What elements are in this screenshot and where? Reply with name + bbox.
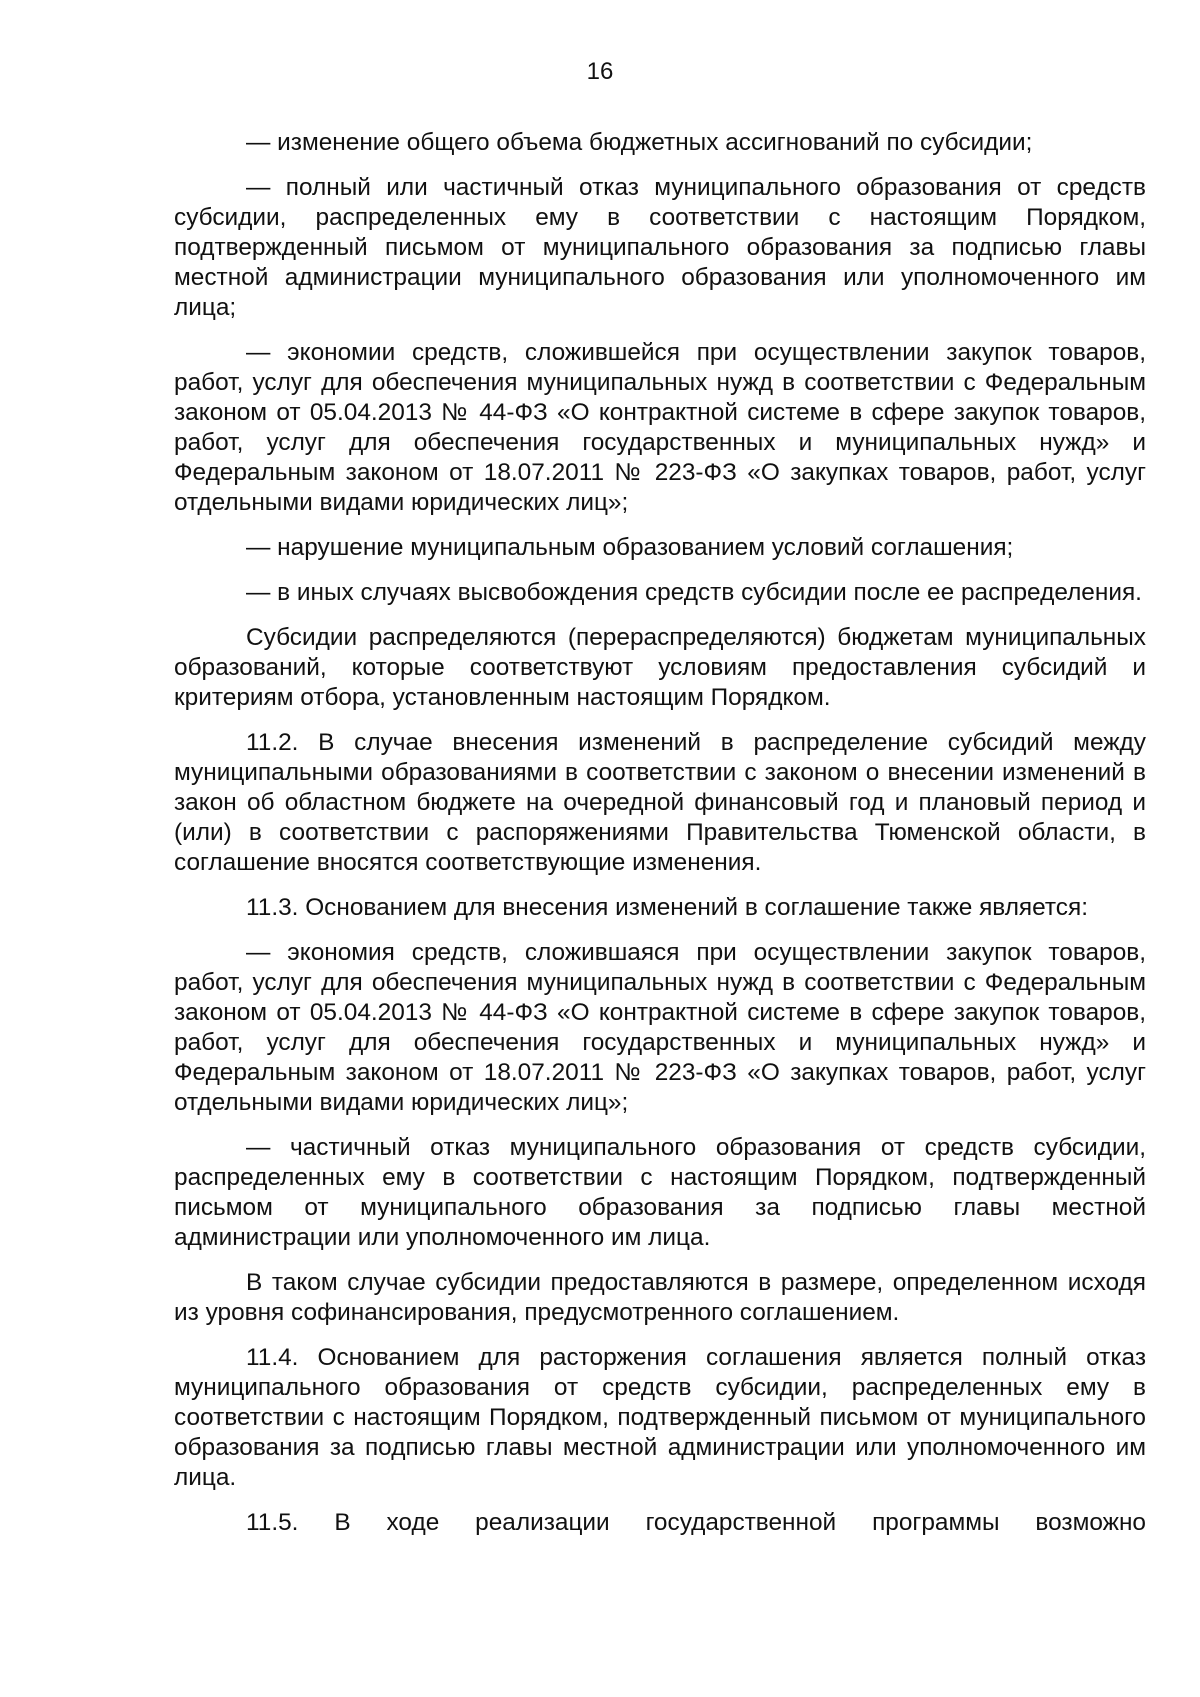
paragraph-cofinancing: В таком случае субсидии предоставляются в размере, определенном исходя из уровня софинансирования, предусмотренного соглашением. [174,1269,1146,1326]
paragraph-savings: — экономии средств, сложившейся при осуществлении закупок товаров, работ, услуг для обеспечения муниципальных нужд в соответствии с Федеральным законом от 05.04.2013 № 44-ФЗ «О контрактной системе в сфере закупок товаров, работ, услуг для обеспечения государственных и муниципальных нужд» и Федеральным законом от 18.07.2011 № 223-ФЗ «О закупках товаров, работ, услуг отдельными видами юридических лиц»; [174,339,1146,516]
page-number: 16 [586,58,614,85]
paragraph-11-2: 11.2. В случае внесения изменений в распределение субсидий между муниципальными образованиями в соответствии с законом о внесении изменений в закон об областном бюджете на очередной финансовый год и плановый период и (или) в соответствии с распоряжениями Правительства Тюменской области, в соглашение вносятся соответствующие изменения. [174,729,1146,876]
paragraph-11-4: 11.4. Основанием для расторжения соглашения является полный отказ муниципального образования от средств субсидии, распределенных ему в соответствии с настоящим Порядком, подтвержденный письмом от муниципального образования за подписью главы местной администрации или уполномоченного им лица. [174,1344,1146,1491]
paragraph-distribution: Субсидии распределяются (перераспределяются) бюджетам муниципальных образований, которые соответствуют условиям предоставления субсидий и критериям отбора, установленным настоящим Порядком. [174,624,1146,711]
paragraph-other-cases: — в иных случаях высвобождения средств субсидии после ее распределения. [246,579,1142,606]
paragraph-refusal: — полный или частичный отказ муниципального образования от средств субсидии, распределенных ему в соответствии с настоящим Порядком, подтвержденный письмом от муниципального образования за подписью главы местной администрации муниципального образования или уполномоченного им лица; [174,174,1146,321]
paragraph-11-3: 11.3. Основанием для внесения изменений в соглашение также является: [246,894,1088,921]
document-body [174,128,1146,1538]
paragraph-11-5-start: 11.5. В ходе реализации государственной программы возможно [246,1509,1146,1536]
paragraph-11-3-savings: — экономия средств, сложившаяся при осуществлении закупок товаров, работ, услуг для обеспечения муниципальных нужд в соответствии с Федеральным законом от 05.04.2013 № 44-ФЗ «О контрактной системе в сфере закупок товаров, работ, услуг для обеспечения государственных и муниципальных нужд» и Федеральным законом от 18.07.2011 № 223-ФЗ «О закупках товаров, работ, услуг отдельными видами юридических лиц»; [174,939,1146,1116]
paragraph-violation: — нарушение муниципальным образованием условий соглашения; [246,534,1014,561]
paragraph-11-3-partial-refusal: — частичный отказ муниципального образования от средств субсидии, распределенных ему в соответствии с настоящим Порядком, подтвержденный письмом от муниципального образования за подписью главы местной администрации или уполномоченного им лица. [174,1134,1146,1251]
paragraph-budget-change: — изменение общего объема бюджетных ассигнований по субсидии; [246,129,1033,156]
